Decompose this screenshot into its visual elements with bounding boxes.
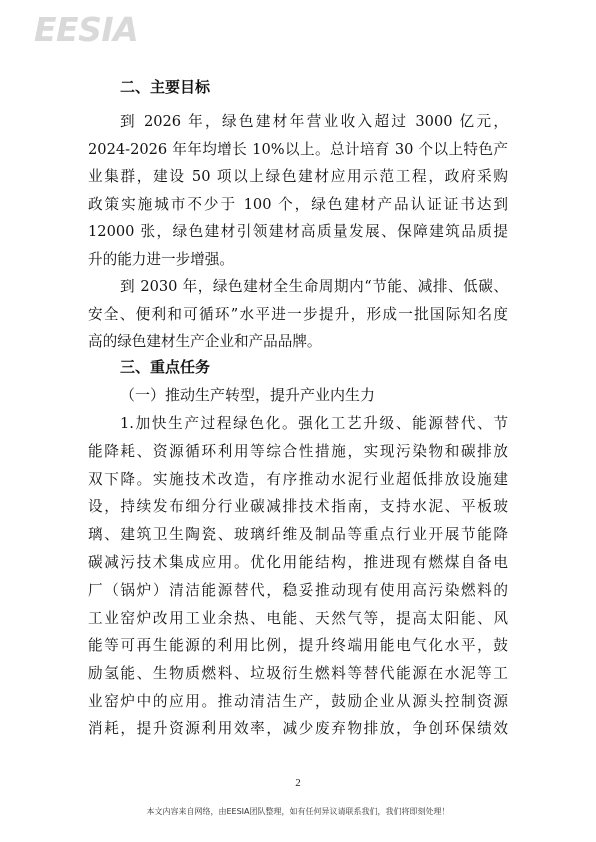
paragraph-line: 设，持续发布细分行业碳减排技术指南，支持水泥、平板玻: [88, 498, 508, 515]
paragraph-line: 业集群，建设 50 项以上绿色建材应用示范工程，政府采购: [88, 168, 508, 185]
paragraph-line: 厂（锅炉）清洁能源替代，稳妥推动现有使用高污染燃料的: [88, 582, 508, 599]
paragraph-line: 消耗，提升资源利用效率，减少废弃物排放，争创环保绩效: [88, 720, 508, 737]
section-heading-goals: 二、主要目标: [120, 78, 211, 96]
paragraph-line: 安全、便利和可循环”水平进一步提升，形成一批国际知名度: [88, 306, 508, 323]
paragraph-line: 1.加快生产过程绿色化。强化工艺升级、能源替代、节: [120, 415, 508, 432]
footer-disclaimer: 本文内容来自网络，由EESIA团队整理，如有任何异议请联系我们，我们将即刻处理！: [146, 807, 450, 816]
paragraph-line: 能降耗、资源循环利用等综合性措施，实现污染物和碳排放: [88, 443, 508, 460]
paragraph-line: 2024-2026 年年均增长 10%以上。总计培育 30 个以上特色产: [88, 141, 508, 158]
page-number: 2: [295, 777, 301, 789]
paragraph-line: 升的能力进一步增强。: [88, 251, 234, 268]
paragraph-line: 励氢能、生物质燃料、垃圾衍生燃料等替代能源在水泥等工: [88, 665, 508, 682]
paragraph-line: 工业窑炉改用工业余热、电能、天然气等，提高太阳能、风: [88, 610, 508, 627]
paragraph-line: 能等可再生能源的利用比例，提升终端用能电气化水平，鼓: [88, 637, 508, 654]
paragraph-line: 璃、建筑卫生陶瓷、玻璃纤维及制品等重点行业开展节能降: [88, 526, 508, 543]
paragraph-line: 高的绿色建材生产企业和产品品牌。: [88, 333, 322, 350]
paragraph-line: 到 2030 年，绿色建材全生命周期内“节能、减排、低碳、: [120, 278, 508, 295]
section-heading-tasks: 三、重点任务: [120, 358, 211, 376]
eesia-logo: EESIA: [34, 10, 139, 49]
paragraph-line: 碳减污技术集成应用。优化用能结构，推进现有燃煤自备电: [88, 554, 508, 571]
subsection-heading-1: （一）推动生产转型，提升产业内生力: [120, 386, 376, 404]
paragraph-line: 双下降。实施技术改造，有序推动水泥行业超低排放设施建: [88, 471, 508, 488]
paragraph-line: 到 2026 年，绿色建材年营业收入超过 3000 亿元，: [120, 113, 508, 130]
paragraph-line: 12000 张，绿色建材引领建材高质量发展、保障建筑品质提: [88, 223, 508, 240]
paragraph-line: 业窑炉中的应用。推动清洁生产，鼓励企业从源头控制资源: [88, 693, 508, 710]
paragraph-line: 政策实施城市不少于 100 个，绿色建材产品认证证书达到: [88, 196, 508, 213]
